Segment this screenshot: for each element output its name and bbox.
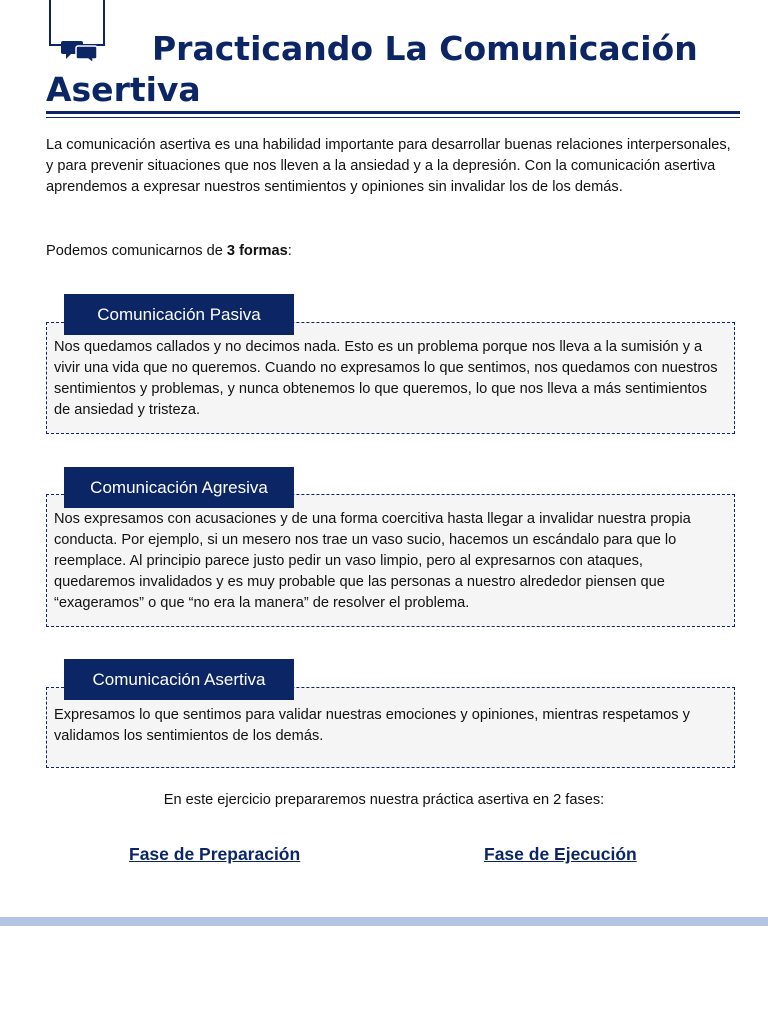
execution-phase-link[interactable]: Fase de Ejecución bbox=[484, 844, 637, 864]
section-text-pasiva: Nos quedamos callados y no decimos nada. Esto es un problema porque nos lleva a la sumisión y a vivir una vida que no queremos. Cuando no expresamos lo que sentimos, nos quedamos con nuestros sentimientos y problemas, y nunca obtenemos lo que queremos, lo que nos lleva a más sentimientos de ansiedad y tristeza. bbox=[54, 339, 718, 418]
section-box-agresiva bbox=[46, 494, 735, 627]
page-title: Practicando La Comunicación Asertiva bbox=[46, 29, 698, 109]
section-label-agresiva: Comunicación Agresiva bbox=[64, 467, 294, 508]
title-rule-thick bbox=[46, 111, 740, 114]
section-text-asertiva: Expresamos lo que sentimos para validar nuestras emociones y opiniones, mientras respetamos y validamos los sentimientos de los demás. bbox=[54, 707, 690, 744]
bottom-band bbox=[0, 917, 768, 926]
section-label-pasiva: Comunicación Pasiva bbox=[64, 294, 294, 335]
lead-text: Podemos comunicarnos de bbox=[46, 243, 227, 259]
lead-colon: : bbox=[287, 243, 292, 259]
lead-paragraph bbox=[46, 241, 740, 262]
preparation-phase-link[interactable]: Fase de Preparación bbox=[129, 844, 301, 864]
lead-bold-text: 3 formas bbox=[226, 243, 288, 259]
intro-paragraph: La comunicación asertiva es una habilidad importante para desarrollar buenas relaciones interpersonales, y para prevenir situaciones que nos lleven a la ansiedad y a la depresión. Con la comunicación asertiva aprendemos a expresar nuestros sentimientos y opiniones sin invalidar los de los demás. bbox=[46, 137, 731, 195]
section-text-agresiva: Nos expresamos con acusaciones y de una forma coercitiva hasta llegar a invalidar nuestra propia conducta. Por ejemplo, si un mesero nos trae un vaso sucio, hacemos un escándalo para que lo reemplace. Al principio parece justo pedir un vaso limpio, pero al expresarnos con ataques, quedaremos invalidados y es muy probable que las personas a nuestro alrededor piensen que “exageramos” o que “no era la manera” de resolver el problema. bbox=[54, 511, 691, 611]
title-rule-thin bbox=[46, 117, 740, 118]
section-box-pasiva bbox=[46, 322, 735, 434]
section-label-asertiva: Comunicación Asertiva bbox=[64, 659, 294, 700]
phases-intro: En este ejercicio prepararemos nuestra práctica asertiva en 2 fases: bbox=[163, 792, 605, 808]
